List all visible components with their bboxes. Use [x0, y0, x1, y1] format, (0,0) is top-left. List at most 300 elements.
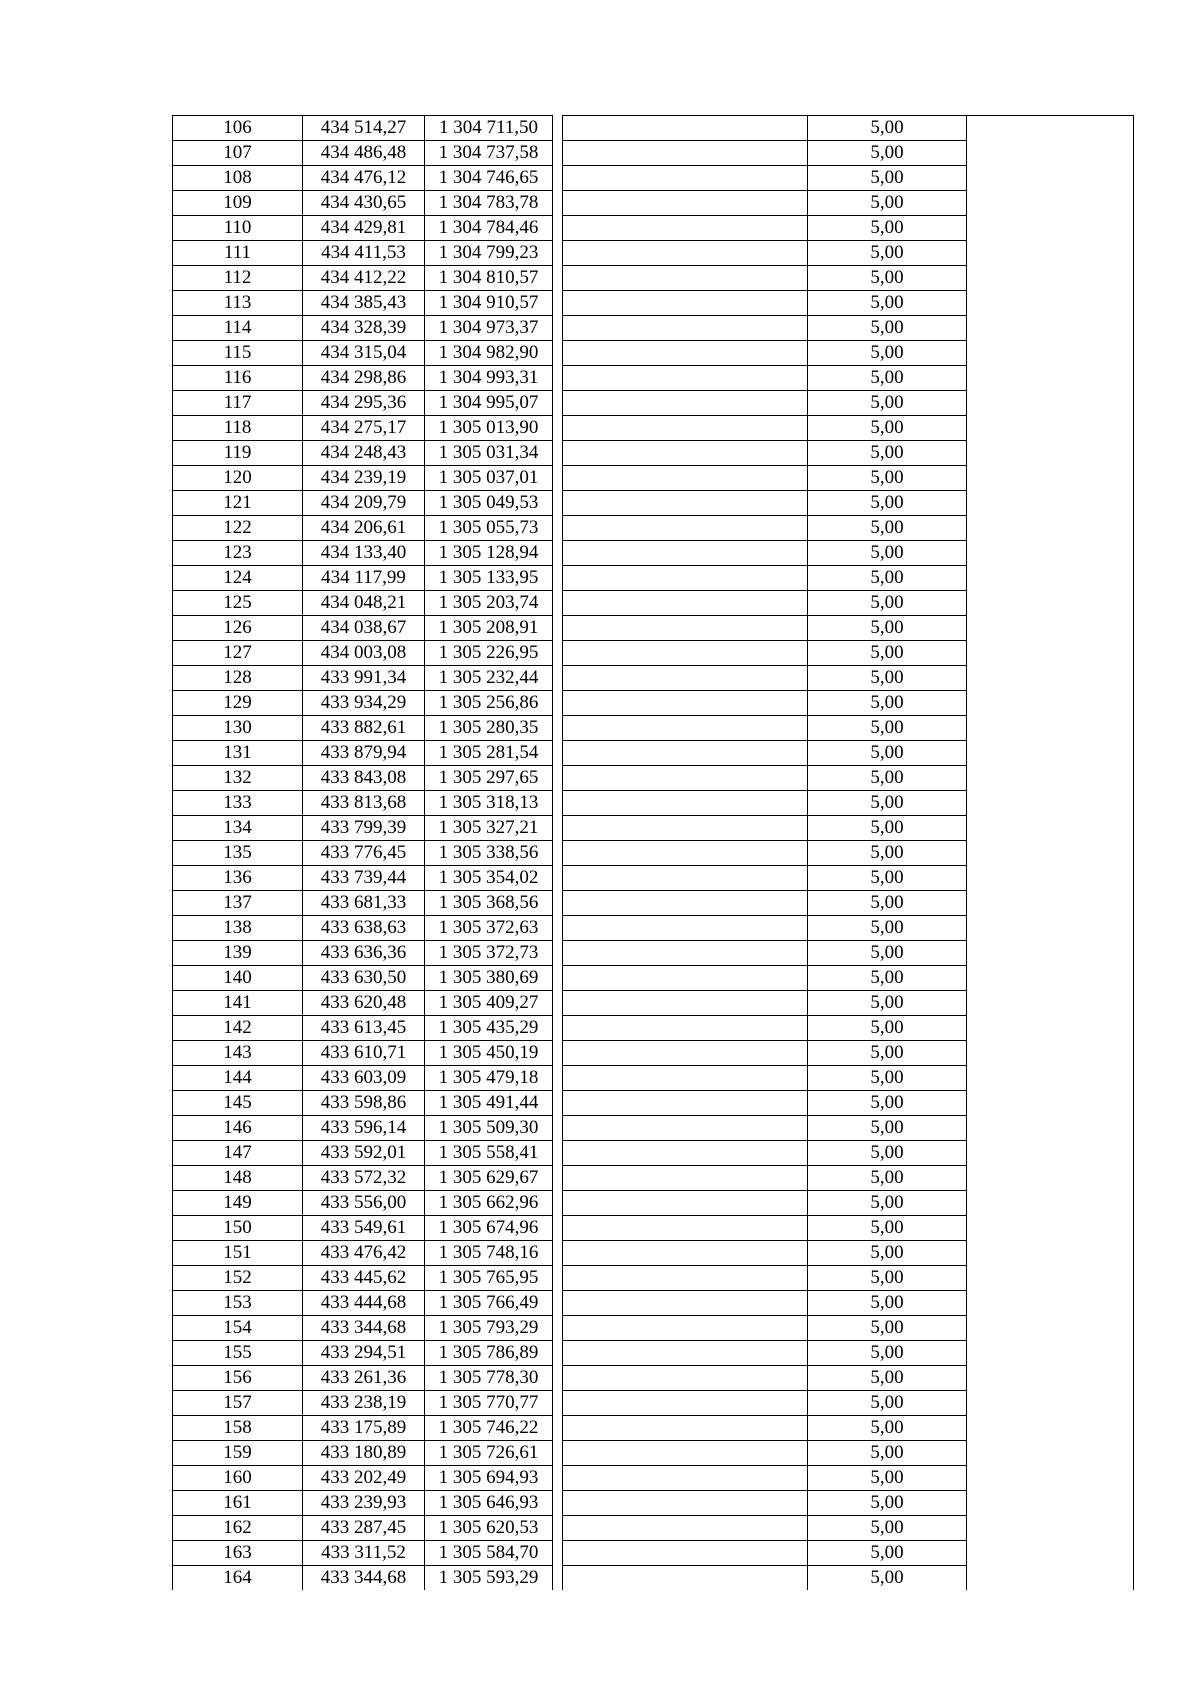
empty-cell [563, 816, 808, 841]
empty-cell [563, 1266, 808, 1291]
empty-cell [967, 1391, 1134, 1416]
table-row [173, 341, 1134, 366]
column-gap [553, 1491, 563, 1516]
value-cell: 5,00 [808, 1166, 967, 1191]
empty-cell [563, 1166, 808, 1191]
column-gap [553, 441, 563, 466]
x-coordinate-cell: 434 411,53 [303, 241, 425, 266]
y-coordinate-cell: 1 305 327,21 [425, 816, 553, 841]
point-number-cell: 131 [173, 741, 303, 766]
y-coordinate-cell: 1 304 973,37 [425, 316, 553, 341]
point-number-cell: 145 [173, 1091, 303, 1116]
column-gap [553, 466, 563, 491]
y-coordinate-cell: 1 305 280,35 [425, 716, 553, 741]
table-row [173, 516, 1134, 541]
point-number-cell: 136 [173, 866, 303, 891]
value-cell: 5,00 [808, 316, 967, 341]
column-gap [553, 391, 563, 416]
y-coordinate-cell: 1 304 910,57 [425, 291, 553, 316]
table-row [173, 1566, 1134, 1591]
table-row [173, 1241, 1134, 1266]
x-coordinate-cell: 433 879,94 [303, 741, 425, 766]
table-row [173, 1091, 1134, 1116]
column-gap [553, 1441, 563, 1466]
x-coordinate-cell: 434 476,12 [303, 166, 425, 191]
value-cell: 5,00 [808, 116, 967, 141]
point-number-cell: 115 [173, 341, 303, 366]
x-coordinate-cell: 434 385,43 [303, 291, 425, 316]
y-coordinate-cell: 1 305 031,34 [425, 441, 553, 466]
value-cell: 5,00 [808, 216, 967, 241]
column-gap [553, 316, 563, 341]
y-coordinate-cell: 1 305 226,95 [425, 641, 553, 666]
column-gap [553, 141, 563, 166]
column-gap [553, 991, 563, 1016]
column-gap [553, 366, 563, 391]
x-coordinate-cell: 434 206,61 [303, 516, 425, 541]
column-gap [553, 691, 563, 716]
empty-cell [967, 641, 1134, 666]
empty-cell [967, 191, 1134, 216]
value-cell: 5,00 [808, 691, 967, 716]
point-number-cell: 120 [173, 466, 303, 491]
x-coordinate-cell: 433 444,68 [303, 1291, 425, 1316]
y-coordinate-cell: 1 304 810,57 [425, 266, 553, 291]
column-gap [553, 791, 563, 816]
empty-cell [967, 691, 1134, 716]
value-cell: 5,00 [808, 141, 967, 166]
column-gap [553, 841, 563, 866]
empty-cell [967, 1491, 1134, 1516]
value-cell: 5,00 [808, 1291, 967, 1316]
column-gap [553, 166, 563, 191]
empty-cell [967, 466, 1134, 491]
column-gap [553, 941, 563, 966]
table-row [173, 966, 1134, 991]
table-row [173, 191, 1134, 216]
point-number-cell: 126 [173, 616, 303, 641]
x-coordinate-cell: 433 344,68 [303, 1316, 425, 1341]
empty-cell [967, 991, 1134, 1016]
y-coordinate-cell: 1 305 013,90 [425, 416, 553, 441]
x-coordinate-cell: 434 328,39 [303, 316, 425, 341]
column-gap [553, 516, 563, 541]
column-gap [553, 1066, 563, 1091]
x-coordinate-cell: 433 613,45 [303, 1016, 425, 1041]
x-coordinate-cell: 434 315,04 [303, 341, 425, 366]
x-coordinate-cell: 434 429,81 [303, 216, 425, 241]
empty-cell [563, 366, 808, 391]
column-gap [553, 491, 563, 516]
y-coordinate-cell: 1 305 450,19 [425, 1041, 553, 1066]
empty-cell [563, 941, 808, 966]
column-gap [553, 1316, 563, 1341]
point-number-cell: 148 [173, 1166, 303, 1191]
empty-cell [563, 266, 808, 291]
column-gap [553, 1141, 563, 1166]
point-number-cell: 161 [173, 1491, 303, 1516]
column-gap [553, 1216, 563, 1241]
y-coordinate-cell: 1 305 726,61 [425, 1441, 553, 1466]
table-row [173, 666, 1134, 691]
value-cell: 5,00 [808, 1016, 967, 1041]
empty-cell [563, 591, 808, 616]
table-row [173, 366, 1134, 391]
y-coordinate-cell: 1 305 662,96 [425, 1191, 553, 1216]
value-cell: 5,00 [808, 516, 967, 541]
column-gap [553, 191, 563, 216]
empty-cell [563, 566, 808, 591]
point-number-cell: 139 [173, 941, 303, 966]
x-coordinate-cell: 433 991,34 [303, 666, 425, 691]
value-cell: 5,00 [808, 1041, 967, 1066]
x-coordinate-cell: 433 934,29 [303, 691, 425, 716]
empty-cell [967, 491, 1134, 516]
empty-cell [563, 116, 808, 141]
x-coordinate-cell: 434 275,17 [303, 416, 425, 441]
column-gap [553, 1466, 563, 1491]
column-gap [553, 591, 563, 616]
empty-cell [967, 266, 1134, 291]
table-row [173, 1216, 1134, 1241]
point-number-cell: 138 [173, 916, 303, 941]
column-gap [553, 1541, 563, 1566]
empty-cell [967, 1216, 1134, 1241]
value-cell: 5,00 [808, 1416, 967, 1441]
column-gap [553, 966, 563, 991]
point-number-cell: 117 [173, 391, 303, 416]
column-gap [553, 1241, 563, 1266]
value-cell: 5,00 [808, 1466, 967, 1491]
point-number-cell: 119 [173, 441, 303, 466]
empty-cell [967, 441, 1134, 466]
table-row [173, 866, 1134, 891]
y-coordinate-cell: 1 305 746,22 [425, 1416, 553, 1441]
empty-cell [563, 891, 808, 916]
value-cell: 5,00 [808, 941, 967, 966]
x-coordinate-cell: 433 476,42 [303, 1241, 425, 1266]
empty-cell [967, 841, 1134, 866]
empty-cell [563, 916, 808, 941]
x-coordinate-cell: 433 610,71 [303, 1041, 425, 1066]
value-cell: 5,00 [808, 1366, 967, 1391]
y-coordinate-cell: 1 304 982,90 [425, 341, 553, 366]
table-row [173, 466, 1134, 491]
table-row [173, 791, 1134, 816]
empty-cell [563, 1416, 808, 1441]
point-number-cell: 142 [173, 1016, 303, 1041]
value-cell: 5,00 [808, 1541, 967, 1566]
empty-cell [563, 1316, 808, 1341]
empty-cell [967, 1416, 1134, 1441]
point-number-cell: 118 [173, 416, 303, 441]
value-cell: 5,00 [808, 916, 967, 941]
value-cell: 5,00 [808, 791, 967, 816]
column-gap [553, 1291, 563, 1316]
y-coordinate-cell: 1 304 737,58 [425, 141, 553, 166]
point-number-cell: 164 [173, 1566, 303, 1591]
empty-cell [563, 1016, 808, 1041]
column-gap [553, 566, 563, 591]
y-coordinate-cell: 1 305 232,44 [425, 666, 553, 691]
empty-cell [967, 866, 1134, 891]
point-number-cell: 111 [173, 241, 303, 266]
empty-cell [967, 116, 1134, 141]
point-number-cell: 159 [173, 1441, 303, 1466]
empty-cell [967, 591, 1134, 616]
table-row [173, 1166, 1134, 1191]
table-row [173, 616, 1134, 641]
x-coordinate-cell: 434 430,65 [303, 191, 425, 216]
column-gap [553, 1116, 563, 1141]
table-row [173, 1291, 1134, 1316]
y-coordinate-cell: 1 305 435,29 [425, 1016, 553, 1041]
value-cell: 5,00 [808, 491, 967, 516]
empty-cell [563, 1291, 808, 1316]
empty-cell [563, 1216, 808, 1241]
column-gap [553, 216, 563, 241]
point-number-cell: 106 [173, 116, 303, 141]
empty-cell [563, 966, 808, 991]
y-coordinate-cell: 1 305 354,02 [425, 866, 553, 891]
column-gap [553, 666, 563, 691]
column-gap [553, 816, 563, 841]
x-coordinate-cell: 433 799,39 [303, 816, 425, 841]
x-coordinate-cell: 434 133,40 [303, 541, 425, 566]
value-cell: 5,00 [808, 1516, 967, 1541]
x-coordinate-cell: 434 239,19 [303, 466, 425, 491]
empty-cell [563, 316, 808, 341]
point-number-cell: 123 [173, 541, 303, 566]
empty-cell [967, 941, 1134, 966]
value-cell: 5,00 [808, 716, 967, 741]
point-number-cell: 140 [173, 966, 303, 991]
empty-cell [967, 366, 1134, 391]
table-row [173, 1041, 1134, 1066]
empty-cell [967, 141, 1134, 166]
value-cell: 5,00 [808, 441, 967, 466]
empty-cell [967, 566, 1134, 591]
y-coordinate-cell: 1 305 558,41 [425, 1141, 553, 1166]
y-coordinate-cell: 1 305 037,01 [425, 466, 553, 491]
table-row [173, 316, 1134, 341]
empty-cell [563, 691, 808, 716]
empty-cell [563, 1191, 808, 1216]
table-row [173, 1491, 1134, 1516]
point-number-cell: 160 [173, 1466, 303, 1491]
table-row [173, 1141, 1134, 1166]
y-coordinate-cell: 1 305 203,74 [425, 591, 553, 616]
y-coordinate-cell: 1 305 629,67 [425, 1166, 553, 1191]
point-number-cell: 151 [173, 1241, 303, 1266]
y-coordinate-cell: 1 304 783,78 [425, 191, 553, 216]
y-coordinate-cell: 1 304 746,65 [425, 166, 553, 191]
point-number-cell: 150 [173, 1216, 303, 1241]
y-coordinate-cell: 1 305 593,29 [425, 1566, 553, 1591]
x-coordinate-cell: 434 298,86 [303, 366, 425, 391]
point-number-cell: 135 [173, 841, 303, 866]
y-coordinate-cell: 1 305 770,77 [425, 1391, 553, 1416]
point-number-cell: 153 [173, 1291, 303, 1316]
empty-cell [563, 541, 808, 566]
value-cell: 5,00 [808, 891, 967, 916]
point-number-cell: 137 [173, 891, 303, 916]
column-gap [553, 916, 563, 941]
y-coordinate-cell: 1 305 256,86 [425, 691, 553, 716]
y-coordinate-cell: 1 305 766,49 [425, 1291, 553, 1316]
empty-cell [563, 1541, 808, 1566]
table-row [173, 1391, 1134, 1416]
value-cell: 5,00 [808, 341, 967, 366]
x-coordinate-cell: 434 048,21 [303, 591, 425, 616]
x-coordinate-cell: 434 038,67 [303, 616, 425, 641]
column-gap [553, 891, 563, 916]
value-cell: 5,00 [808, 1266, 967, 1291]
value-cell: 5,00 [808, 766, 967, 791]
table-row [173, 1016, 1134, 1041]
point-number-cell: 163 [173, 1541, 303, 1566]
empty-cell [967, 1116, 1134, 1141]
x-coordinate-cell: 434 003,08 [303, 641, 425, 666]
y-coordinate-cell: 1 305 208,91 [425, 616, 553, 641]
x-coordinate-cell: 433 620,48 [303, 991, 425, 1016]
empty-cell [967, 1041, 1134, 1066]
x-coordinate-cell: 433 598,86 [303, 1091, 425, 1116]
value-cell: 5,00 [808, 391, 967, 416]
point-number-cell: 128 [173, 666, 303, 691]
empty-cell [967, 1441, 1134, 1466]
point-number-cell: 162 [173, 1516, 303, 1541]
column-gap [553, 716, 563, 741]
table-row [173, 1466, 1134, 1491]
empty-cell [563, 716, 808, 741]
x-coordinate-cell: 434 412,22 [303, 266, 425, 291]
empty-cell [967, 1266, 1134, 1291]
y-coordinate-cell: 1 305 338,56 [425, 841, 553, 866]
table-row [173, 116, 1134, 141]
y-coordinate-cell: 1 305 368,56 [425, 891, 553, 916]
empty-cell [563, 516, 808, 541]
y-coordinate-cell: 1 305 128,94 [425, 541, 553, 566]
x-coordinate-cell: 433 843,08 [303, 766, 425, 791]
table-row [173, 691, 1134, 716]
empty-cell [967, 616, 1134, 641]
table-row [173, 816, 1134, 841]
empty-cell [967, 1541, 1134, 1566]
column-gap [553, 1341, 563, 1366]
x-coordinate-cell: 433 175,89 [303, 1416, 425, 1441]
value-cell: 5,00 [808, 241, 967, 266]
table-row [173, 141, 1134, 166]
empty-cell [563, 1391, 808, 1416]
table-row [173, 1191, 1134, 1216]
empty-cell [967, 216, 1134, 241]
point-number-cell: 132 [173, 766, 303, 791]
column-gap [553, 766, 563, 791]
empty-cell [563, 1516, 808, 1541]
point-number-cell: 143 [173, 1041, 303, 1066]
y-coordinate-cell: 1 305 049,53 [425, 491, 553, 516]
empty-cell [563, 216, 808, 241]
point-number-cell: 110 [173, 216, 303, 241]
point-number-cell: 109 [173, 191, 303, 216]
value-cell: 5,00 [808, 966, 967, 991]
column-gap [553, 1266, 563, 1291]
y-coordinate-cell: 1 305 793,29 [425, 1316, 553, 1341]
y-coordinate-cell: 1 305 674,96 [425, 1216, 553, 1241]
point-number-cell: 152 [173, 1266, 303, 1291]
point-number-cell: 133 [173, 791, 303, 816]
value-cell: 5,00 [808, 1441, 967, 1466]
point-number-cell: 130 [173, 716, 303, 741]
x-coordinate-cell: 433 287,45 [303, 1516, 425, 1541]
value-cell: 5,00 [808, 1341, 967, 1366]
value-cell: 5,00 [808, 1391, 967, 1416]
value-cell: 5,00 [808, 566, 967, 591]
y-coordinate-cell: 1 305 584,70 [425, 1541, 553, 1566]
y-coordinate-cell: 1 305 778,30 [425, 1366, 553, 1391]
column-gap [553, 541, 563, 566]
column-gap [553, 1191, 563, 1216]
empty-cell [563, 641, 808, 666]
column-gap [553, 416, 563, 441]
y-coordinate-cell: 1 305 620,53 [425, 1516, 553, 1541]
x-coordinate-cell: 433 572,32 [303, 1166, 425, 1191]
column-gap [553, 116, 563, 141]
empty-cell [967, 1566, 1134, 1591]
point-number-cell: 129 [173, 691, 303, 716]
table-row [173, 1266, 1134, 1291]
x-coordinate-cell: 433 549,61 [303, 1216, 425, 1241]
table-row [173, 591, 1134, 616]
empty-cell [563, 191, 808, 216]
empty-cell [563, 1366, 808, 1391]
column-gap [553, 1366, 563, 1391]
x-coordinate-cell: 434 209,79 [303, 491, 425, 516]
empty-cell [563, 841, 808, 866]
empty-cell [967, 391, 1134, 416]
column-gap [553, 1416, 563, 1441]
table-row [173, 541, 1134, 566]
y-coordinate-cell: 1 305 491,44 [425, 1091, 553, 1116]
x-coordinate-cell: 433 813,68 [303, 791, 425, 816]
x-coordinate-cell: 433 202,49 [303, 1466, 425, 1491]
empty-cell [967, 916, 1134, 941]
x-coordinate-cell: 433 776,45 [303, 841, 425, 866]
column-gap [553, 866, 563, 891]
empty-cell [967, 1341, 1134, 1366]
empty-cell [563, 1491, 808, 1516]
table-row [173, 1116, 1134, 1141]
value-cell: 5,00 [808, 866, 967, 891]
empty-cell [967, 791, 1134, 816]
empty-cell [967, 1291, 1134, 1316]
point-number-cell: 116 [173, 366, 303, 391]
table-row [173, 266, 1134, 291]
point-number-cell: 155 [173, 1341, 303, 1366]
empty-cell [967, 1191, 1134, 1216]
y-coordinate-cell: 1 305 133,95 [425, 566, 553, 591]
point-number-cell: 122 [173, 516, 303, 541]
empty-cell [563, 416, 808, 441]
y-coordinate-cell: 1 305 318,13 [425, 791, 553, 816]
empty-cell [563, 1466, 808, 1491]
value-cell: 5,00 [808, 841, 967, 866]
value-cell: 5,00 [808, 991, 967, 1016]
point-number-cell: 146 [173, 1116, 303, 1141]
empty-cell [967, 341, 1134, 366]
value-cell: 5,00 [808, 1566, 967, 1591]
